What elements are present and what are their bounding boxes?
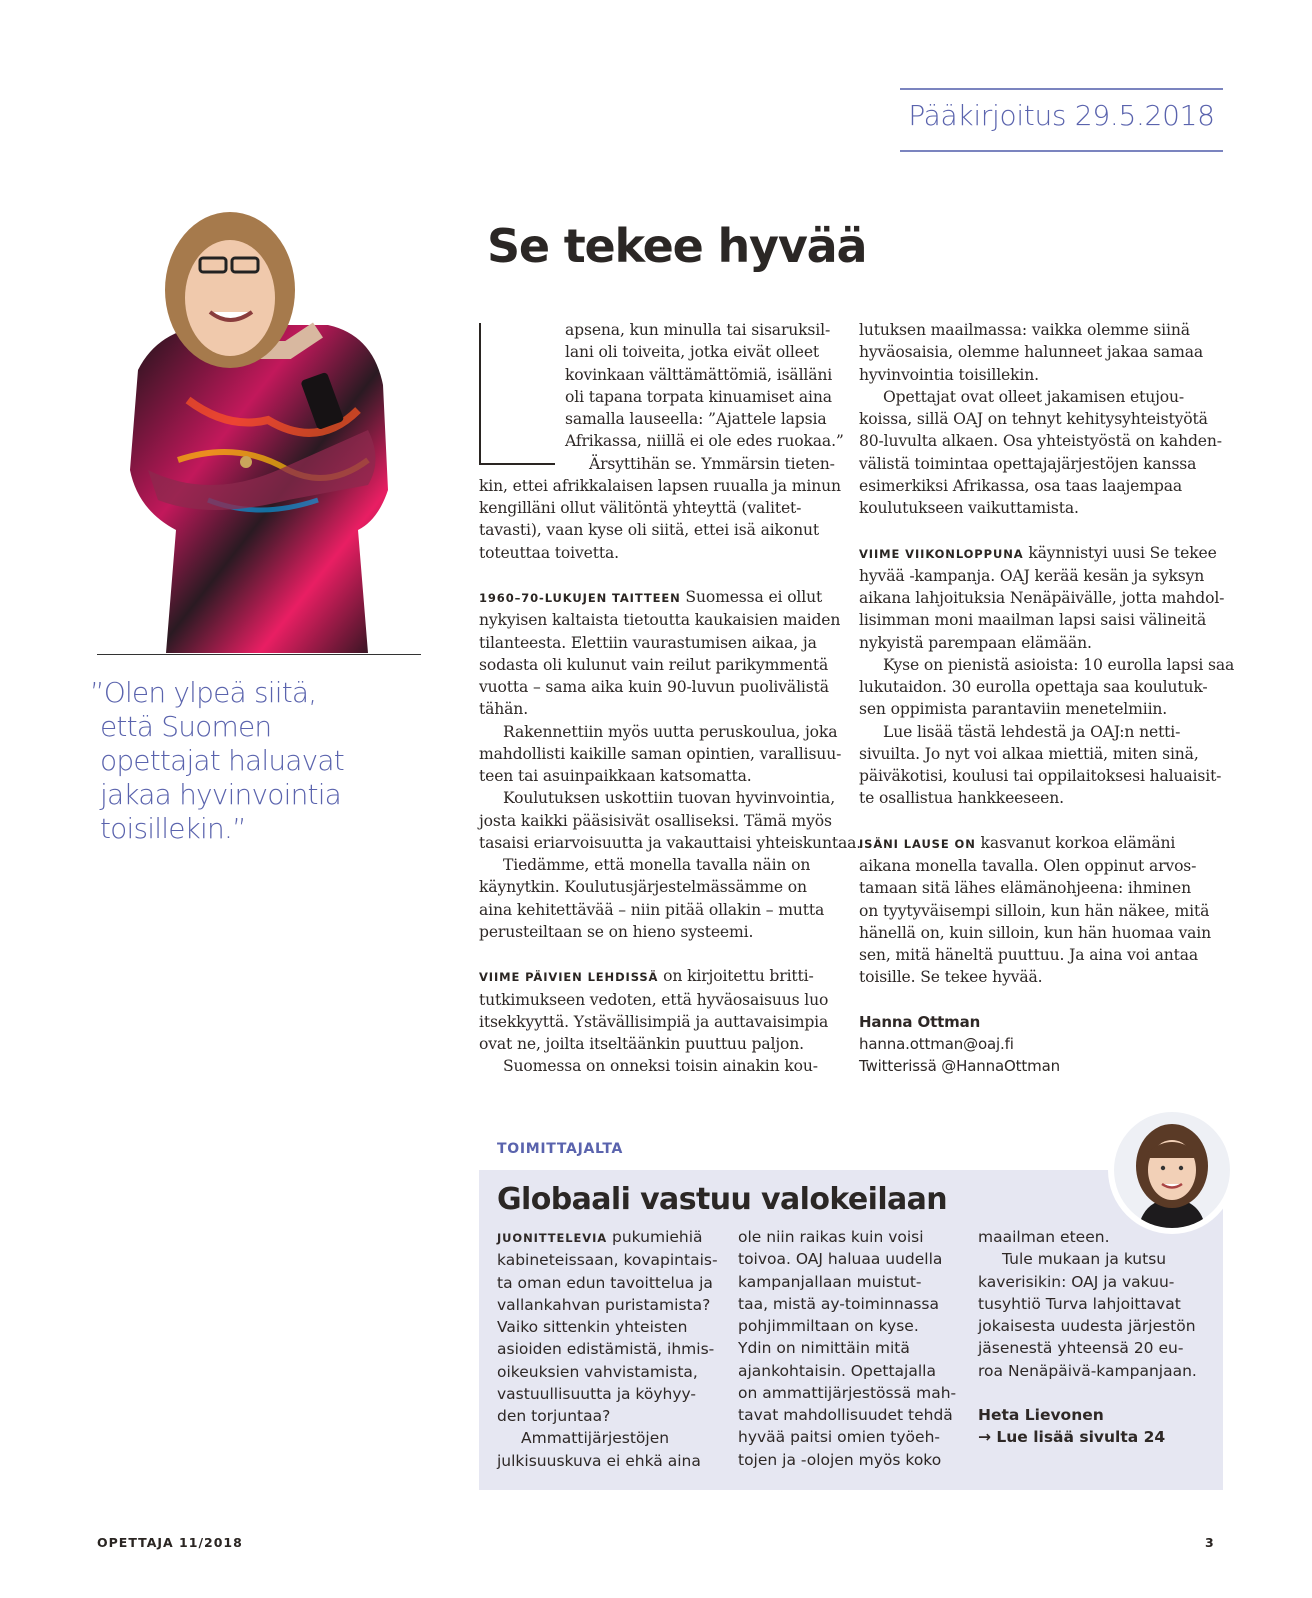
text-line: vuotta – sama aika kuin 90-luvun puolivälistä bbox=[479, 678, 829, 696]
pull-quote bbox=[90, 676, 410, 846]
text-line: on ammattijärjestössä mah- bbox=[738, 1383, 957, 1402]
text-line: julkisuuskuva ei ehkä aina bbox=[497, 1451, 701, 1470]
text-line: Opettajat ovat olleet jakamisen etujou- bbox=[883, 387, 1185, 406]
section-lead: VIIME VIIKONLOPPUNA bbox=[859, 546, 1024, 561]
text-line: oikeuksien vahvistamista, bbox=[497, 1362, 698, 1381]
section-label: Pääkirjoitus 29.5.2018 bbox=[908, 99, 1215, 132]
text-line: tasaisi eriarvoisuutta ja vakauttaisi yhteiskuntaa. bbox=[479, 833, 862, 852]
magazine-issue: OPETTAJA 11/2018 bbox=[97, 1535, 243, 1550]
text-line: Ammattijärjestöjen bbox=[521, 1429, 670, 1448]
text-line: lutuksen maailmassa: vaikka olemme siinä bbox=[859, 321, 1190, 339]
text-line: hyvinvointia toisillekin. bbox=[859, 365, 1039, 384]
text-line: jokaisesta uudesta järjestön bbox=[978, 1317, 1196, 1335]
text-line: ajankohtaisin. Opettajalla bbox=[738, 1361, 936, 1380]
article-headline: Se tekee hyvää bbox=[487, 219, 867, 273]
text-line: kengilläni ollut välitöntä yhteyttä (valitet- bbox=[479, 499, 802, 517]
section-lead: ISÄNI LAUSE ON bbox=[859, 836, 976, 851]
text-line: Suomessa on onneksi toisin ainakin kou- bbox=[503, 1057, 818, 1076]
text-line: toteuttaa toivetta. bbox=[479, 543, 619, 562]
author-name: Hanna Ottman bbox=[859, 1012, 981, 1031]
editor-portrait bbox=[1108, 1106, 1236, 1234]
text-line: tutkimukseen vedoten, että hyväosaisuus luo bbox=[479, 990, 829, 1009]
author-email-link[interactable]: hanna.ottman@oaj.fi bbox=[859, 1035, 1014, 1053]
text-line: sodasta oli kulunut vain reilut parikymmentä bbox=[479, 655, 829, 674]
text-line: apsena, kun minulla tai sisaruksil- bbox=[565, 321, 831, 339]
section-lead: 1960–70-LUKUJEN TAITTEEN bbox=[479, 591, 681, 605]
text-line: tamaan sitä lähes elämänohjeena: ihminen bbox=[859, 879, 1191, 898]
text-line: samalla lauseella: ”Ajattele lapsia bbox=[565, 410, 827, 428]
text-line: kovinkaan välttämättömiä, isälläni bbox=[565, 365, 833, 384]
text-line: pohjimmiltaan on kyse. bbox=[738, 1317, 919, 1335]
header-rule-bottom bbox=[900, 150, 1223, 152]
section-lead: JUONITTELEVIA bbox=[497, 1231, 608, 1245]
text-line: aina kehitettävää – niin pitää ollakin – mutta bbox=[479, 900, 825, 919]
text-line: hänellä on, kuin silloin, kun hän huomaa vain bbox=[859, 923, 1211, 942]
text-line: te osallistua hankkeeseen. bbox=[859, 789, 1064, 808]
text-line: josta kaikki pääsisivät osalliseksi. Tämä myös bbox=[479, 811, 832, 830]
text-line: tusyhtiö Turva lahjoittavat bbox=[978, 1294, 1181, 1313]
text-line: hyvää paitsi omien työeh- bbox=[738, 1428, 940, 1447]
pull-quote-line: että Suomen bbox=[100, 710, 272, 743]
text-line: hyvää -kampanja. OAJ kerää kesän ja syksyn bbox=[859, 566, 1205, 585]
text-line: esimerkiksi Afrikassa, osa taas laajempaa bbox=[859, 476, 1183, 495]
text-line: lani oli toiveita, jotka eivät olleet bbox=[565, 343, 820, 362]
box-title: Globaali vastuu valokeilaan bbox=[497, 1182, 948, 1217]
text-line: kasvanut korkoa elämäni bbox=[975, 833, 1176, 852]
text-line: kampanjallaan muistut- bbox=[738, 1272, 922, 1291]
text-line: ole niin raikas kuin voisi bbox=[738, 1228, 924, 1246]
text-line: käynnistyi uusi Se tekee bbox=[1023, 543, 1217, 562]
header-rule-top bbox=[900, 88, 1223, 90]
text-line: tavasti), vaan kyse oli siitä, ettei isä aikonut bbox=[479, 521, 819, 540]
text-line: Rakennettiin myös uutta peruskoulua, joka bbox=[503, 722, 838, 741]
text-line: koissa, sillä OAJ on tehnyt kehitysyhteistyötä bbox=[859, 410, 1208, 428]
text-line: sen, mitä häneltä puuttuu. Ja aina voi antaa bbox=[859, 946, 1199, 964]
text-line: Afrikassa, niillä ei ole edes ruokaa.” bbox=[565, 432, 844, 451]
editor-name: Heta Lievonen bbox=[978, 1406, 1104, 1424]
text-line: Tule mukaan ja kutsu bbox=[1002, 1250, 1167, 1269]
text-line: Suomessa ei ollut bbox=[680, 588, 823, 606]
text-line: kin, ettei afrikkalaisen lapsen ruualla ja minun bbox=[479, 476, 841, 495]
author-twitter: Twitterissä @HannaOttman bbox=[859, 1057, 1060, 1076]
text-line: on tyytyväisempi silloin, kun hän näkee, mitä bbox=[859, 901, 1210, 920]
text-line: koulutukseen vaikuttamista. bbox=[859, 499, 1079, 517]
text-line: sivuilta. Jo nyt voi alkaa miettiä, miten sinä, bbox=[859, 744, 1199, 763]
text-line: Ärsyttihän se. Ymmärsin tieten- bbox=[589, 454, 835, 473]
text-line: itsekkyyttä. Ystävällisimpiä ja auttavaisimpia bbox=[479, 1012, 829, 1031]
text-line: hyväosaisia, olemme halunneet jakaa samaa bbox=[859, 343, 1203, 362]
text-line: Ydin on nimittäin mitä bbox=[738, 1339, 910, 1358]
text-line: oli tapana torpata kinuamiset aina bbox=[565, 387, 832, 406]
box-column-3 bbox=[978, 1226, 1218, 1449]
article-column-1 bbox=[479, 319, 862, 1078]
text-line: maailman eteen. bbox=[978, 1228, 1110, 1246]
text-line: käynytkin. Koulutusjärjestelmässämme on bbox=[479, 878, 807, 897]
page-number: 3 bbox=[1205, 1535, 1214, 1550]
text-line: tojen ja -olojen myös koko bbox=[738, 1450, 942, 1469]
text-line: taa, mistä ay-toiminnassa bbox=[738, 1294, 939, 1313]
text-line: kabineteissaan, kovapintais- bbox=[497, 1251, 718, 1270]
text-line: jäsenestä yhteensä 20 eu- bbox=[978, 1339, 1184, 1358]
text-line: ta oman edun tavoittelua ja bbox=[497, 1273, 713, 1292]
text-line: lukutaidon. 30 eurolla opettaja saa koulutuk- bbox=[859, 678, 1208, 696]
text-line: vallankahvan puristamista? bbox=[497, 1295, 711, 1314]
text-line: Vaiko sittenkin yhteisten bbox=[497, 1318, 688, 1336]
text-line: välistä toimintaa opettajajärjestöjen kanssa bbox=[859, 454, 1197, 473]
text-line: aikana lahjoituksia Nenäpäivälle, jotta mahdol- bbox=[859, 589, 1225, 607]
text-line: Kyse on pienistä asioista: 10 eurolla lapsi saa bbox=[883, 655, 1235, 674]
text-line: lisimman moni maailman lapsi saisi välineitä bbox=[859, 611, 1207, 630]
box-section-label: TOIMITTAJALTA bbox=[497, 1141, 624, 1157]
text-line: Koulutuksen uskottiin tuovan hyvinvointia, bbox=[503, 789, 836, 808]
text-line: on kirjoitettu britti- bbox=[658, 967, 814, 986]
pull-quote-line: ”Olen ylpeä siitä, bbox=[90, 676, 317, 709]
text-line: aikana monella tavalla. Olen oppinut arvos- bbox=[859, 857, 1197, 875]
text-line: ovat ne, joilta itseltäänkin puuttuu paljon. bbox=[479, 1035, 804, 1053]
text-line: päiväkotisi, koulusi tai oppilaitoksesi haluaisit- bbox=[859, 767, 1222, 785]
text-line: perusteiltaan se on hieno systeemi. bbox=[479, 922, 754, 941]
text-line: teen tai asuinpaikkaan katsomatta. bbox=[479, 767, 752, 785]
text-line: sen oppimista parantaviin menetelmiin. bbox=[859, 700, 1168, 719]
text-line: roa Nenäpäivä-kampanjaan. bbox=[978, 1361, 1197, 1380]
text-line: tilanteesta. Elettiin vaurastumisen aikaa, ja bbox=[479, 633, 817, 652]
text-line: tähän. bbox=[479, 700, 529, 719]
box-column-1 bbox=[497, 1226, 722, 1472]
portrait-divider bbox=[97, 654, 421, 655]
text-line: den torjuntaa? bbox=[497, 1407, 611, 1425]
pull-quote-line: toisillekin.” bbox=[100, 812, 246, 845]
text-line: 80-luvulta alkaen. Osa yhteistyöstä on kahden- bbox=[859, 432, 1222, 451]
text-line: Tiedämme, että monella tavalla näin on bbox=[503, 856, 811, 874]
text-line: nykyisen kaltaista tietoutta kaukaisien maiden bbox=[479, 611, 841, 630]
text-line: Lue lisää tästä lehdestä ja OAJ:n netti- bbox=[883, 722, 1181, 741]
text-line: nykyistä parempaan elämään. bbox=[859, 633, 1092, 652]
text-line: toivoa. OAJ haluaa uudella bbox=[738, 1250, 943, 1269]
read-more-link[interactable]: → Lue lisää sivulta 24 bbox=[978, 1428, 1166, 1447]
text-line: kaverisikin: OAJ ja vakuu- bbox=[978, 1272, 1175, 1291]
text-line: toisille. Se tekee hyvää. bbox=[859, 968, 1043, 987]
pull-quote-line: opettajat haluavat bbox=[100, 744, 344, 777]
text-line: pukumiehiä bbox=[607, 1228, 703, 1246]
article-column-2 bbox=[859, 319, 1235, 1078]
pull-quote-line: jakaa hyvinvointia bbox=[100, 778, 342, 811]
text-line: mahdollisti kaikille saman opintien, varallisuu- bbox=[479, 744, 842, 763]
text-line: asioiden edistämistä, ihmis- bbox=[497, 1340, 715, 1359]
box-column-2 bbox=[738, 1226, 963, 1471]
section-lead: VIIME PÄIVIEN LEHDISSÄ bbox=[479, 970, 659, 985]
author-portrait bbox=[118, 200, 418, 653]
text-line: tavat mahdollisuudet tehdä bbox=[738, 1406, 953, 1424]
text-line: vastuullisuutta ja köyhyy- bbox=[497, 1384, 696, 1403]
